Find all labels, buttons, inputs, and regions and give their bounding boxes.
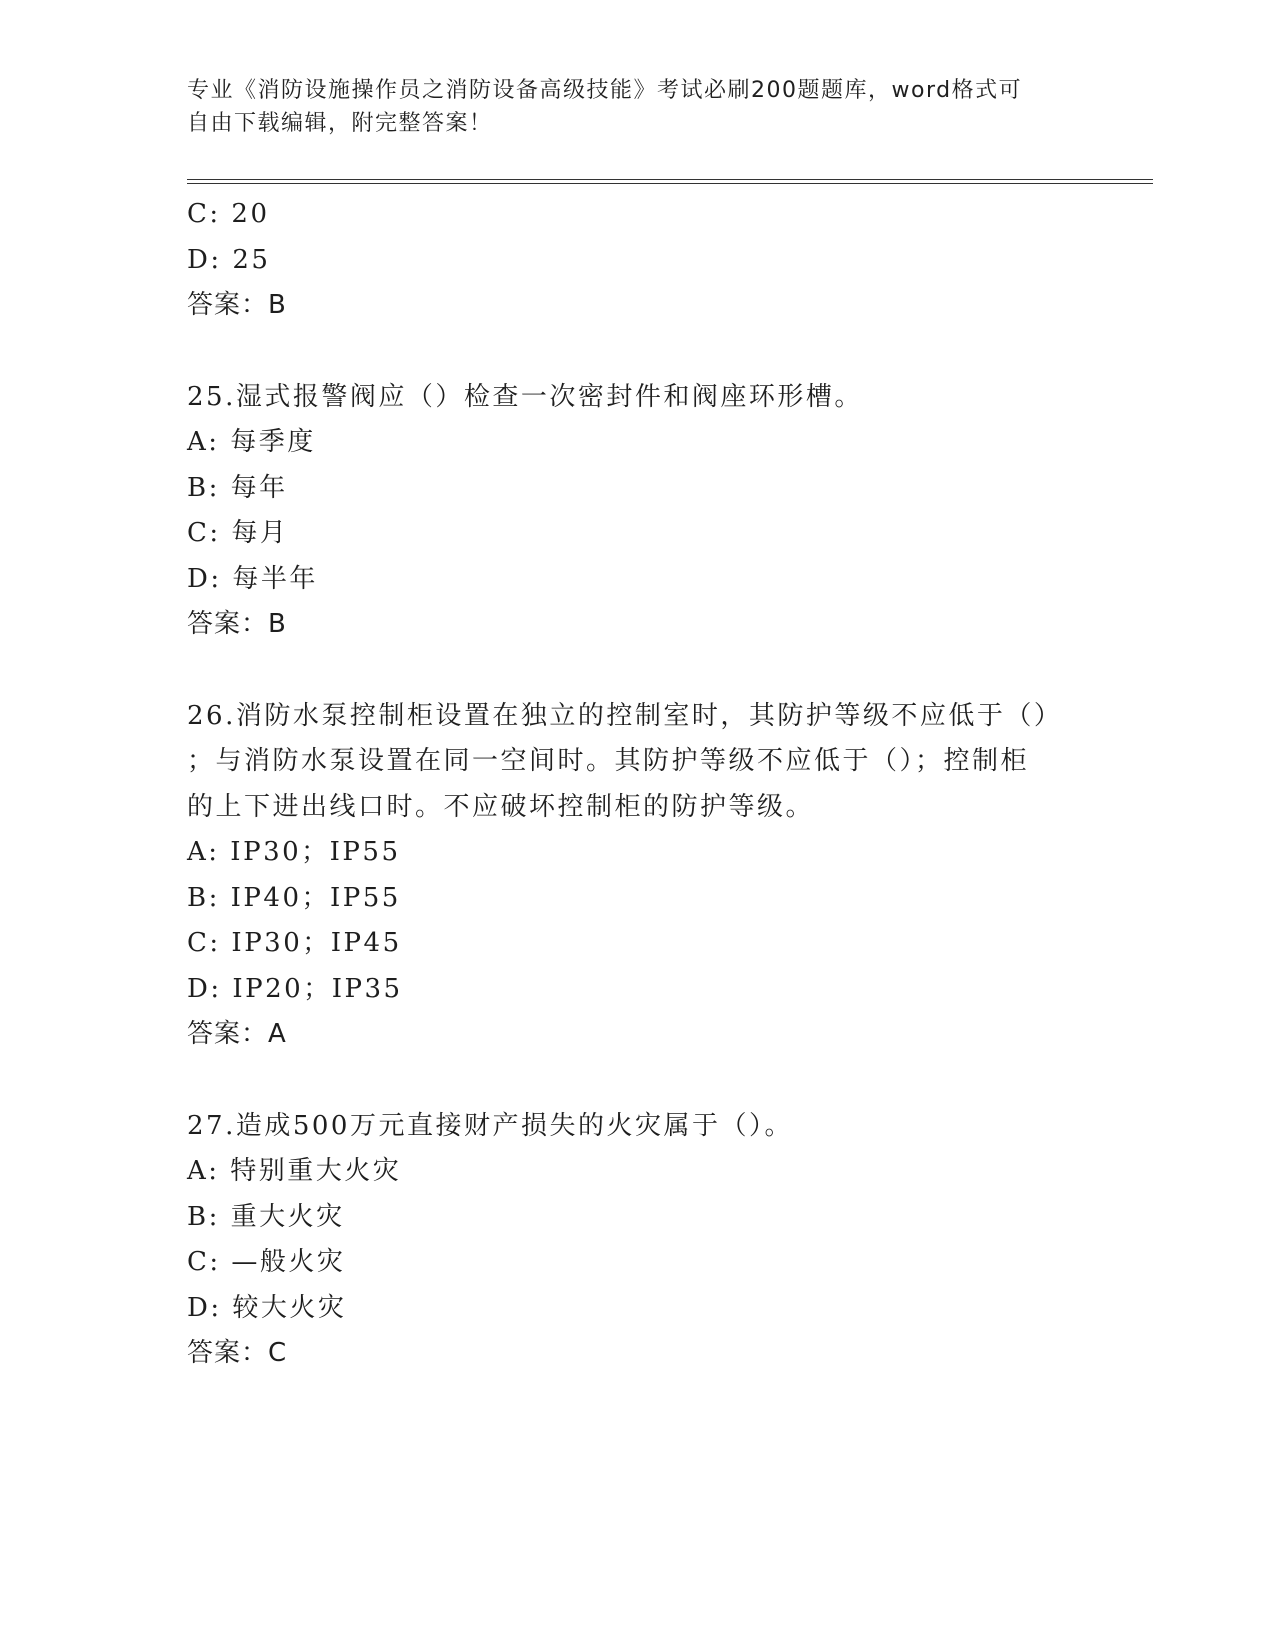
spacer — [187, 1058, 1087, 1104]
option-d: D: IP20；IP35 — [187, 973, 403, 1004]
option-b: B: 每年 — [187, 472, 288, 503]
question-stem: 27.造成500万元直接财产损失的火灾属于（）。 — [187, 1110, 793, 1141]
option-d: D: 较大火灾 — [187, 1292, 347, 1323]
answer-text: 答案：A — [187, 1019, 287, 1049]
question-stem-line-3: 的上下进出线口时。不应破坏控制柜的防护等级。 — [187, 791, 815, 822]
question-stem-line-1: 26.消防水泵控制柜设置在独立的控制室时，其防护等级不应低于（） — [187, 700, 1063, 731]
option-a: A: 每季度 — [187, 427, 316, 457]
header-divider-top — [187, 179, 1153, 180]
header-line-2: 自由下载编辑，附完整答案！ — [187, 111, 493, 136]
option-c: C: 20 — [187, 199, 270, 229]
partial-question — [187, 192, 1087, 329]
spacer — [187, 329, 1087, 375]
option-d: D: 25 — [187, 244, 271, 275]
question-list — [187, 192, 1087, 1377]
answer-text: 答案：B — [187, 609, 287, 639]
option-c: C: 每月 — [187, 518, 289, 548]
option-a: A: 特别重大火灾 — [187, 1156, 402, 1186]
option-b: B: IP40；IP55 — [187, 882, 401, 913]
answer-text: 答案：B — [187, 290, 287, 320]
option-a: A: IP30；IP55 — [187, 837, 401, 867]
question-25 — [187, 375, 1087, 648]
option-c: C: IP30；IP45 — [187, 928, 402, 958]
question-stem-line-2: ；与消防水泵设置在同一空间时。其防护等级不应低于（）；控制柜 — [187, 746, 1030, 776]
header-divider-bottom — [187, 183, 1153, 184]
answer-text: 答案：C — [187, 1338, 288, 1368]
option-b: B: 重大火灾 — [187, 1201, 345, 1232]
document-header — [187, 74, 1067, 140]
option-c: C: —般火灾 — [187, 1247, 346, 1277]
option-d: D: 每半年 — [187, 563, 318, 594]
header-line-1: 专业《消防设施操作员之消防设备高级技能》考试必刷200题题库，word格式可 — [187, 78, 1023, 103]
question-27 — [187, 1104, 1087, 1377]
question-26 — [187, 694, 1087, 1058]
question-stem: 25.湿式报警阀应（）检查一次密封件和阀座环形槽。 — [187, 381, 863, 412]
spacer — [187, 648, 1087, 694]
